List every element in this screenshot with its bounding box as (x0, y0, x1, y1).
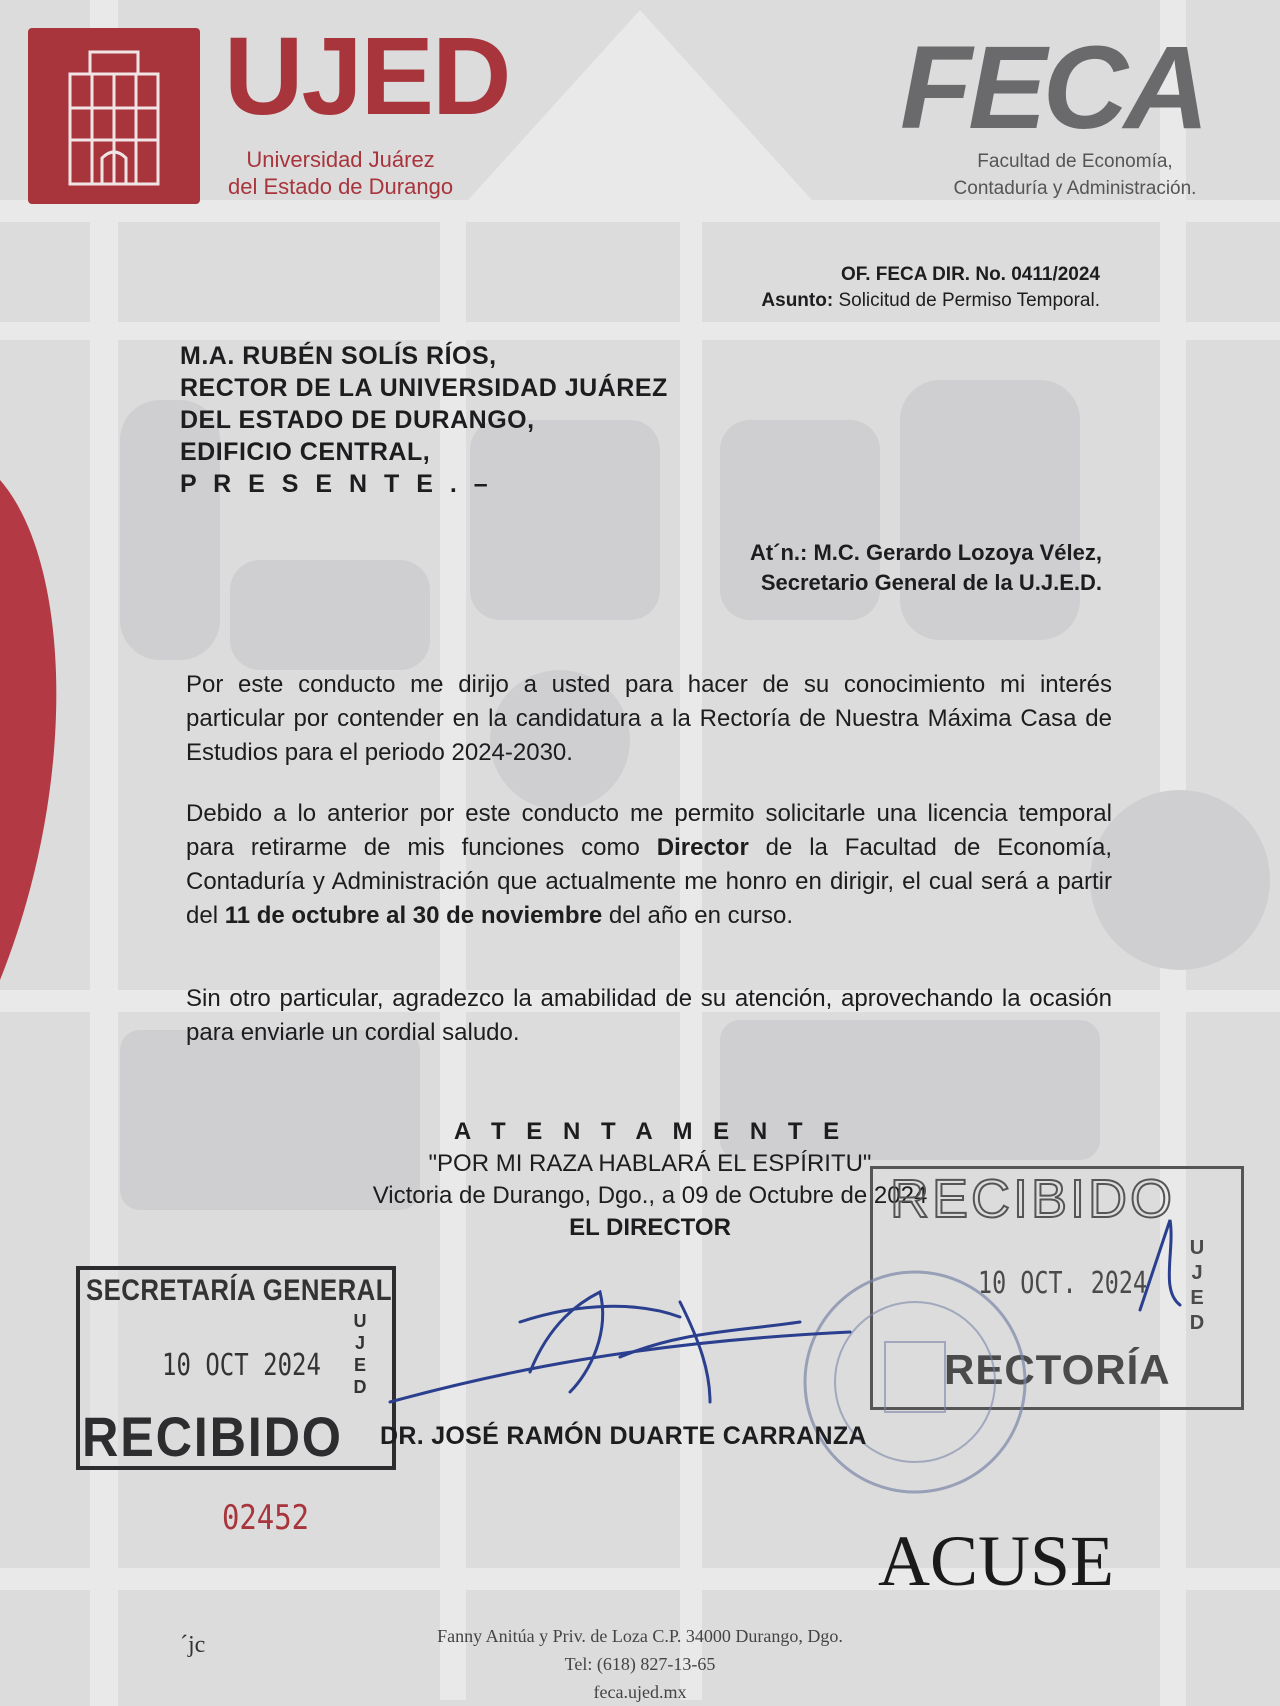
feca-name-line2: Contaduría y Administración. (953, 178, 1197, 199)
p2-part-c: de la Facultad de Economía, Contaduría y Administración que actualmente me honro en dirigir, el cual será a partir del (186, 834, 1113, 929)
office-number: OF. FECA DIR. No. 0411/2024 (840, 264, 1100, 285)
typist-initials: ´jc (180, 1632, 206, 1658)
attention-block (620, 538, 1102, 598)
atentamente: A T E N T A M E N T E (453, 1118, 847, 1145)
body-paragraph-3: Sin otro particular, agradezco la amabilidad de su atención, aprovechando la ocasión para enviarle un cordial saludo. (186, 985, 1112, 1046)
ujed-full-name (228, 146, 453, 200)
side-letter: E (353, 1355, 366, 1375)
side-letter: J (1191, 1262, 1203, 1284)
p2-dates: 11 de octubre al 30 de noviembre (224, 902, 603, 929)
side-letter: U (353, 1311, 367, 1331)
addressee-line-3: DEL ESTADO DE DURANGO, (180, 406, 535, 434)
ujed-name-line2: del Estado de Durango (228, 174, 454, 199)
p2-role: Director (656, 834, 749, 861)
subject-line (680, 288, 1100, 314)
side-letter: E (1190, 1287, 1204, 1309)
side-letter: D (353, 1377, 367, 1397)
body-paragraph-2 (186, 797, 1112, 933)
building-icon (28, 28, 200, 204)
addressee-line-4: EDIFICIO CENTRAL, (180, 438, 431, 466)
footer-website: feca.ujed.mx (593, 1682, 687, 1702)
feca-wordmark: FECA (900, 32, 1206, 144)
attention-line-2: Secretario General de la U.J.E.D. (760, 570, 1102, 595)
feca-name-line1: Facultad de Economía, (977, 151, 1173, 172)
acuse-label: ACUSE (878, 1521, 1115, 1601)
signature (380, 1262, 860, 1422)
signer-name: DR. JOSÉ RAMÓN DUARTE CARRANZA (380, 1422, 867, 1450)
side-letter: U (1189, 1237, 1205, 1259)
stamp-rc-recibido: RECIBIDO (890, 1169, 1176, 1229)
presente-line: P R E S E N T E . – (180, 470, 493, 498)
reference-block (680, 262, 1100, 314)
p2-part-e: del año en curso. (602, 902, 793, 929)
addressee-line-1: M.A. RUBÉN SOLÍS RÍOS, (180, 342, 497, 370)
side-letter: D (1189, 1312, 1205, 1334)
motto: "POR MI RAZA HABLARÁ EL ESPÍRITU" (428, 1150, 872, 1177)
receiver-initials-mark (1130, 1210, 1190, 1320)
addressee-line-2: RECTOR DE LA UNIVERSIDAD JUÁREZ (180, 374, 668, 402)
folio-number: 02452 (222, 1498, 310, 1538)
place-date: Victoria de Durango, Dgo., a 09 de Octubre de 2024 (372, 1182, 928, 1209)
stamp-rc-office: RECTORÍA (944, 1346, 1171, 1393)
ujed-logo-emblem (28, 28, 200, 204)
footer-phone: Tel: (618) 827-13-65 (564, 1654, 716, 1674)
side-letter: J (354, 1333, 365, 1353)
subject-text: Solicitud de Permiso Temporal. (838, 290, 1100, 311)
subject-label: Asunto: (761, 290, 834, 311)
feca-logo (892, 32, 1252, 144)
stamp-rc-date: 10 OCT. 2024 (978, 1266, 1148, 1301)
p2-part-a: Debido a lo anterior por este conducto me permito solicitarle una licencia temporal para retirarme de mis funciones como (186, 800, 1112, 861)
stamp-sg-title: SECRETARÍA GENERAL (86, 1274, 392, 1307)
stamp-sg-date: 10 OCT 2024 (162, 1348, 321, 1383)
body-paragraph-1: Por este conducto me dirijo a usted para hacer de su conocimiento mi interés particular por contender en la candidatura a la Rectoría de Nuestra Máxima Casa de Estudios para el periodo 2024-2030. (186, 671, 1112, 766)
feca-full-name (930, 148, 1220, 202)
letterhead-footer (340, 1622, 940, 1706)
stamp-sg-recibido: RECIBIDO (82, 1405, 343, 1468)
attention-line-1: At´n.: M.C. Gerardo Lozoya Vélez, (749, 540, 1102, 565)
signer-role: EL DIRECTOR (569, 1214, 731, 1241)
stamp-sg-side-letters (350, 1310, 370, 1398)
ujed-name-line1: Universidad Juárez (246, 147, 435, 172)
addressee-block (180, 340, 668, 500)
ujed-wordmark: UJED (224, 15, 510, 138)
footer-address: Fanny Anitúa y Priv. de Loza C.P. 34000 Durango, Dgo. (437, 1626, 843, 1646)
